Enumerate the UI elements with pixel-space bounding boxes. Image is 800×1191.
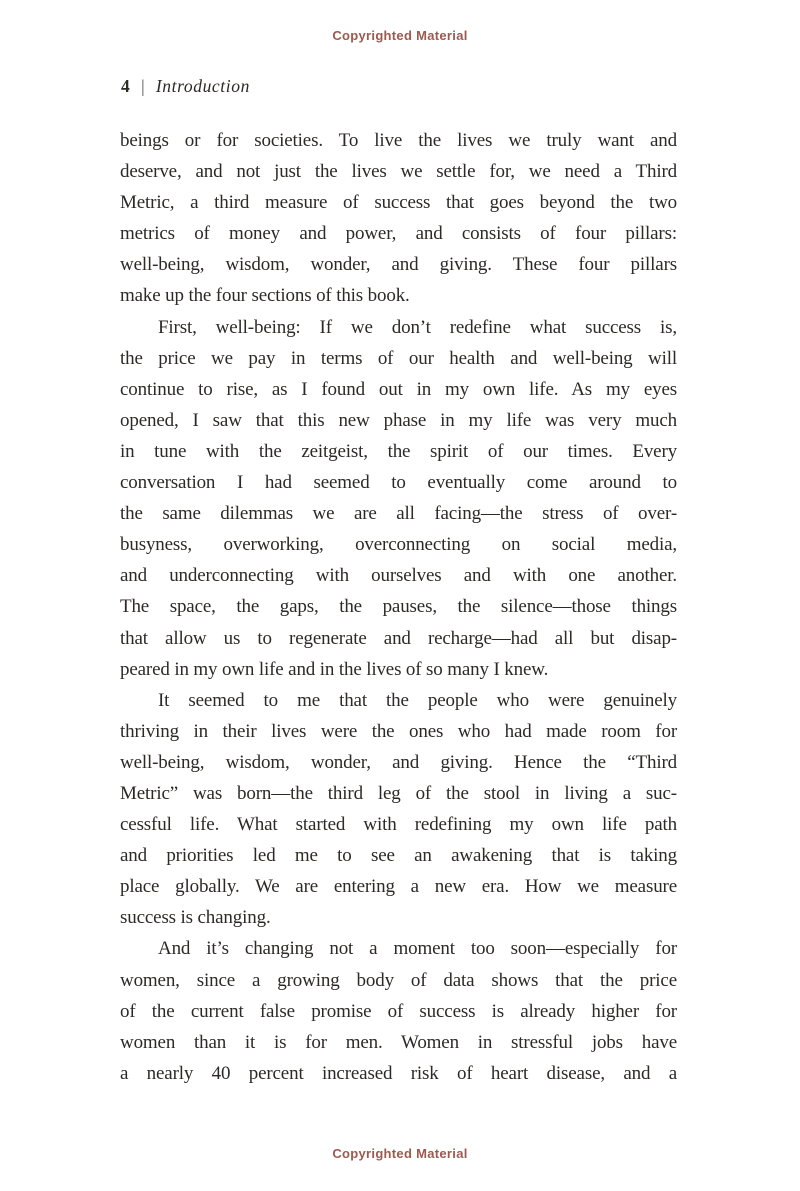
copyright-notice-bottom: Copyrighted Material bbox=[332, 1146, 468, 1161]
text-line: Metric, a third measure of success that goes beyond the two bbox=[120, 192, 677, 214]
text-line: success is changing. bbox=[120, 907, 271, 929]
copyright-notice-top: Copyrighted Material bbox=[332, 28, 468, 43]
text-line: metrics of money and power, and consists of four pillars: bbox=[120, 223, 677, 245]
text-line: women than it is for men. Women in stressful jobs have bbox=[120, 1031, 677, 1053]
text-line: place globally. We are entering a new era. How we measure bbox=[120, 876, 677, 898]
text-line: a nearly 40 percent increased risk of heart disease, and a bbox=[120, 1062, 677, 1084]
text-line: the price we pay in terms of our health and well-being will bbox=[120, 347, 677, 369]
body-text bbox=[120, 125, 677, 1089]
text-line: The space, the gaps, the pauses, the silence—those things bbox=[120, 596, 677, 618]
text-line: opened, I saw that this new phase in my life was very much bbox=[120, 409, 677, 431]
text-line: beings or for societies. To live the lives we truly want and bbox=[120, 130, 677, 151]
chapter-title: Introduction bbox=[155, 76, 250, 96]
text-line: And it’s changing not a moment too soon—especially for bbox=[158, 938, 677, 960]
text-line: in tune with the zeitgeist, the spirit of our times. Every bbox=[120, 440, 677, 462]
text-line: Metric” was born—the third leg of the stool in living a suc- bbox=[120, 782, 677, 804]
text-line: thriving in their lives were the ones who had made room for bbox=[120, 720, 677, 742]
page-number: 4 bbox=[121, 76, 131, 96]
text-line: First, well-being: If we don’t redefine what success is, bbox=[158, 316, 677, 338]
text-line: continue to rise, as I found out in my own life. As my eyes bbox=[120, 378, 677, 400]
text-line: It seemed to me that the people who were genuinely bbox=[158, 689, 677, 711]
text-line: that allow us to regenerate and recharge—had all but disap- bbox=[120, 627, 677, 649]
text-line: conversation I had seemed to eventually come around to bbox=[120, 472, 677, 494]
text-line: well-being, wisdom, wonder, and giving. Hence the “Third bbox=[120, 751, 677, 773]
text-line: and underconnecting with ourselves and with one another. bbox=[120, 565, 677, 587]
text-line: cessful life. What started with redefining my own life path bbox=[120, 814, 677, 836]
text-line: women, since a growing body of data shows that the price bbox=[120, 969, 677, 991]
text-line: busyness, overworking, overconnecting on social media, bbox=[120, 534, 677, 556]
header-separator: | bbox=[141, 76, 145, 96]
text-line: deserve, and not just the lives we settle for, we need a Third bbox=[120, 161, 677, 183]
running-header bbox=[121, 76, 250, 97]
text-line: of the current false promise of success is already higher for bbox=[120, 1000, 677, 1022]
text-line: well-being, wisdom, wonder, and giving. These four pillars bbox=[120, 254, 677, 276]
text-line: the same dilemmas we are all facing—the stress of over- bbox=[120, 503, 677, 525]
text-line: and priorities led me to see an awakening that is taking bbox=[120, 845, 677, 867]
text-line: make up the four sections of this book. bbox=[120, 285, 410, 307]
text-line: peared in my own life and in the lives of so many I knew. bbox=[120, 658, 549, 680]
